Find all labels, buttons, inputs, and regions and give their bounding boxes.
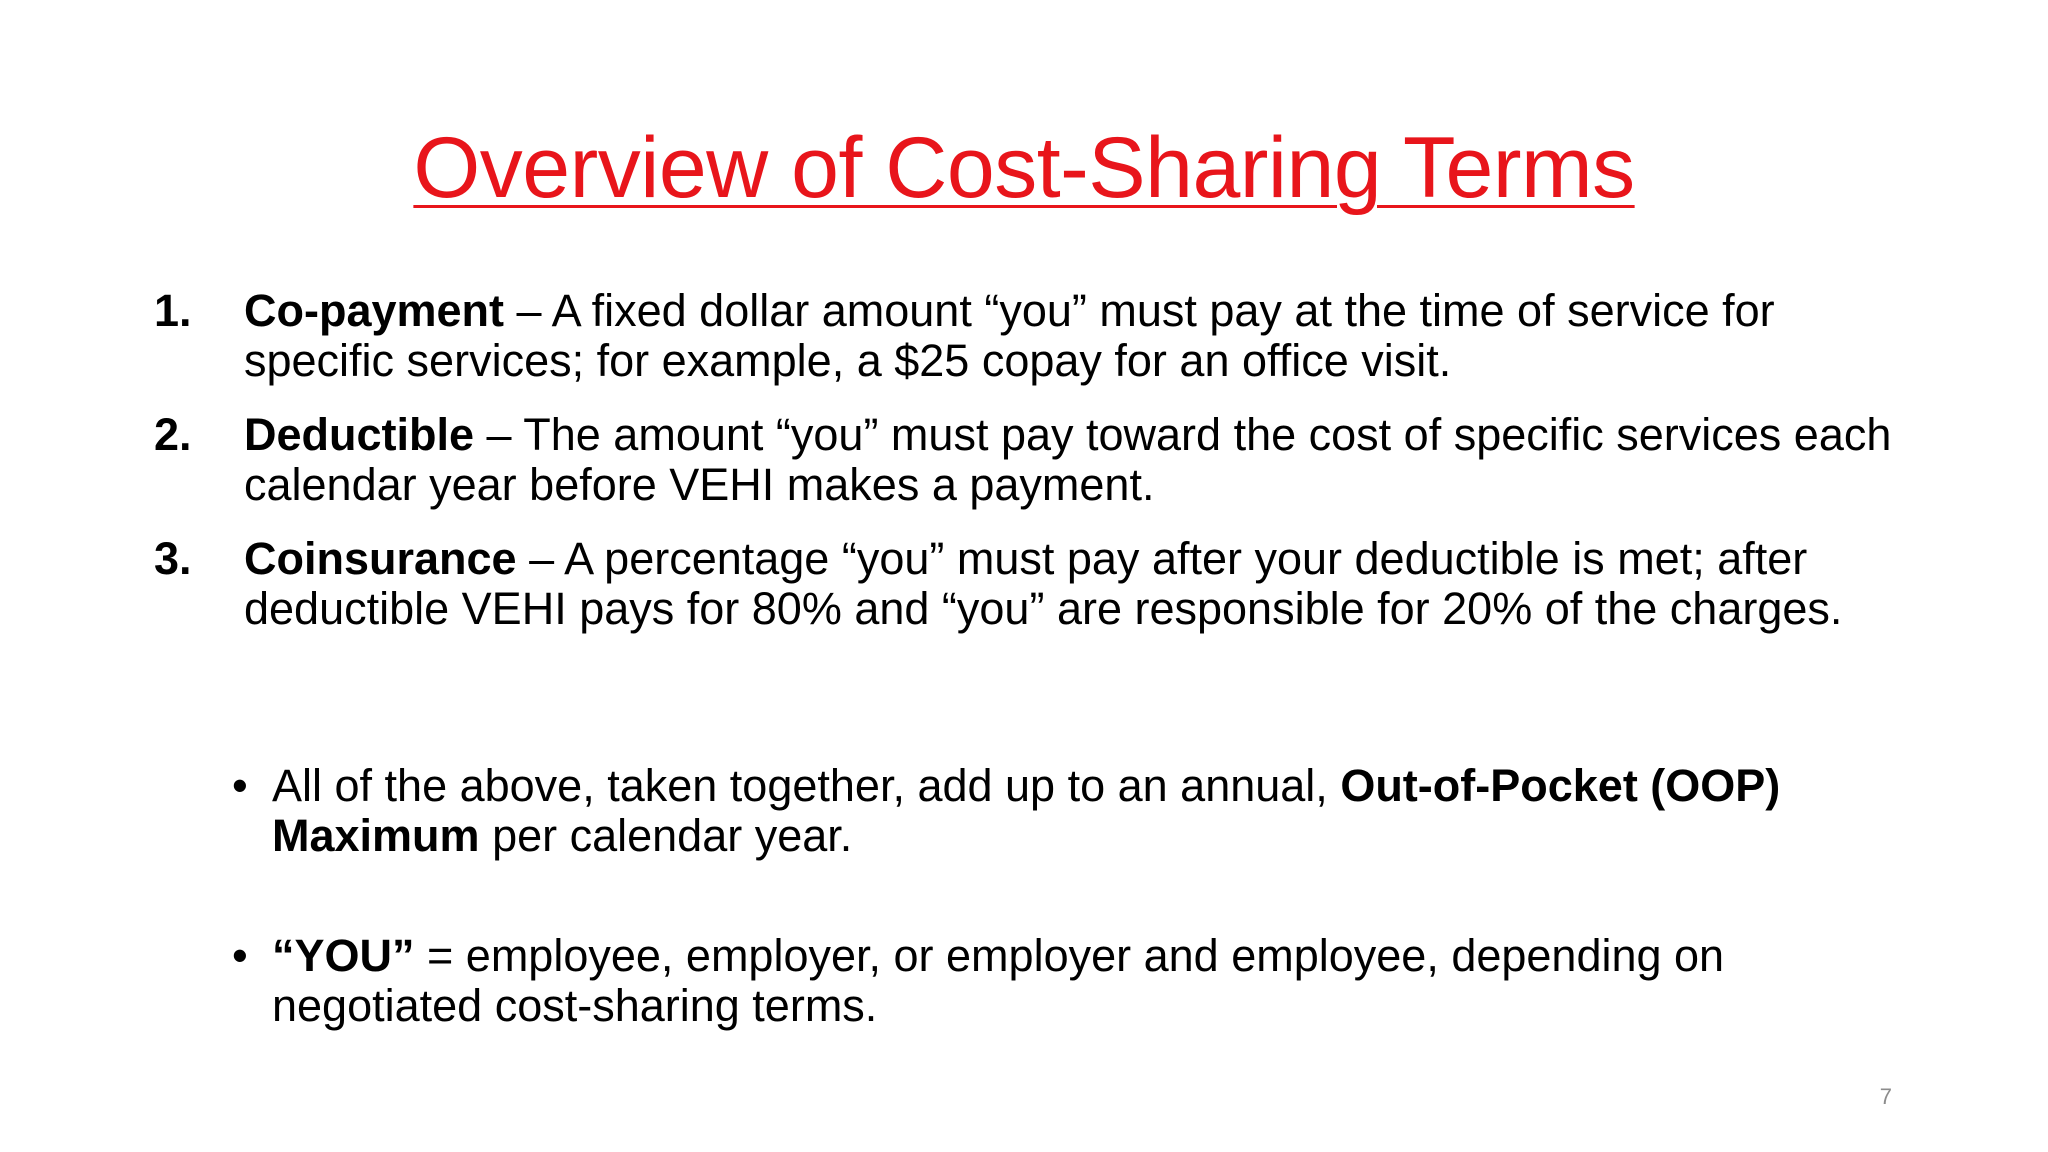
term-number: 2. xyxy=(154,409,192,460)
slide-title: Overview of Cost-Sharing Terms xyxy=(413,120,1635,216)
note-bold: “YOU” xyxy=(272,930,415,981)
term-item-copayment xyxy=(154,286,1914,386)
note-you-definition xyxy=(232,931,1872,1031)
bullet-icon: • xyxy=(232,760,248,811)
term-item-deductible xyxy=(154,410,1914,510)
note-text-end: per calendar year. xyxy=(479,810,853,861)
note-bold: Out-of-Pocket (OOP) Maximum xyxy=(272,760,1781,861)
terms-list xyxy=(154,286,1914,658)
note-text: All of the above, taken together, add up to an annual, xyxy=(272,760,1341,811)
note-oop-maximum xyxy=(232,761,1872,861)
term-name: Deductible xyxy=(244,409,475,460)
term-definition: – A percentage “you” must pay after your deductible is met; after deductible VEHI pays for 80% and “you” are responsible for 20% of the charges. xyxy=(244,533,1843,634)
term-number: 1. xyxy=(154,285,192,336)
bullet-icon: • xyxy=(232,930,248,981)
term-number: 3. xyxy=(154,533,192,584)
term-definition: – A fixed dollar amount “you” must pay at the time of service for specific services; for example, a $25 copay for an office visit. xyxy=(244,285,1775,386)
notes-list xyxy=(232,761,1872,1101)
page-number: 7 xyxy=(1879,1084,1892,1109)
term-definition: – The amount “you” must pay toward the cost of specific services each calendar year before VEHI makes a payment. xyxy=(244,409,1892,510)
term-name: Co-payment xyxy=(244,285,505,336)
note-text-end: = employee, employer, or employer and employee, depending on negotiated cost-sharing terms. xyxy=(272,930,1725,1031)
term-name: Coinsurance xyxy=(244,533,517,584)
term-item-coinsurance xyxy=(154,534,1914,634)
